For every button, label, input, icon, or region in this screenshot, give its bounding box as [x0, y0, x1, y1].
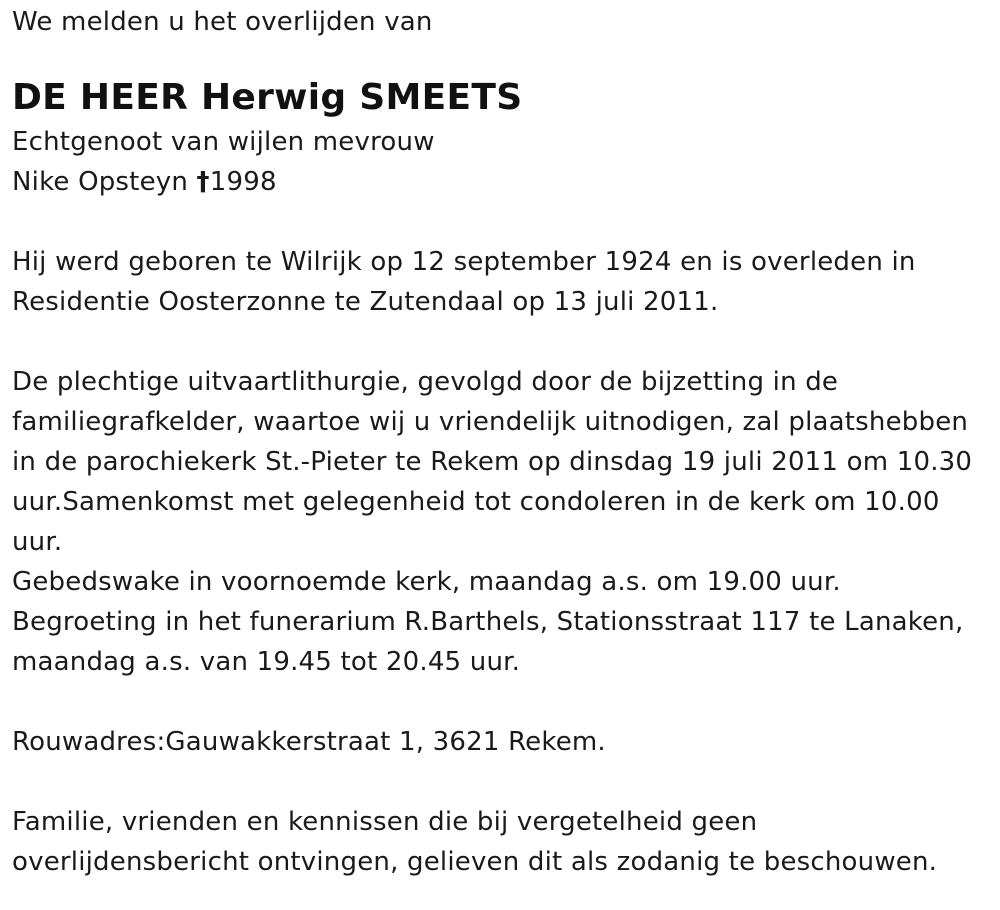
funeral-line: uur.Samenkomst met gelegenheid tot condoleren in de kerk om 10.00 [12, 487, 940, 517]
cross-icon: † [196, 167, 210, 197]
spacer [12, 762, 992, 802]
birth-death-line: Hij werd geboren te Wilrijk op 12 september 1924 en is overleden in [12, 247, 916, 277]
deceased-name: DE HEER Herwig SMEETS [12, 77, 523, 118]
funeral-line: in de parochiekerk St.-Pieter te Rekem op dinsdag 19 juli 2011 om 10.30 [12, 447, 973, 477]
obituary-notice [12, 2, 992, 882]
birth-death-line: Residentie Oosterzonne te Zutendaal op 13 juli 2011. [12, 287, 719, 317]
spacer [12, 202, 992, 242]
mourning-address: Rouwadres:Gauwakkerstraat 1, 3621 Rekem. [12, 727, 606, 757]
spouse-name-line [12, 162, 992, 202]
spouse-name: Nike Opsteyn [12, 167, 189, 197]
vigil-line: Gebedswake in voornoemde kerk, maandag a.s. om 19.00 uur. [12, 567, 841, 597]
intro-text: We melden u het overlijden van [12, 7, 433, 37]
closing-line: overlijdensbericht ontvingen, gelieven dit als zodanig te beschouwen. [12, 847, 938, 877]
visitation-line: maandag a.s. van 19.45 tot 20.45 uur. [12, 647, 521, 677]
spouse-death-year: 1998 [209, 167, 277, 197]
funeral-line: familiegrafkelder, waartoe wij u vriendelijk uitnodigen, zal plaatshebben [12, 407, 969, 437]
visitation-line: Begroeting in het funerarium R.Barthels, Stationsstraat 117 te Lanaken, [12, 607, 964, 637]
spacer [12, 682, 992, 722]
funeral-line: De plechtige uitvaartlithurgie, gevolgd door de bijzetting in de [12, 367, 839, 397]
spouse-line: Echtgenoot van wijlen mevrouw [12, 127, 435, 157]
funeral-line: uur. [12, 527, 63, 557]
closing-line: Familie, vrienden en kennissen die bij vergetelheid geen [12, 807, 758, 837]
spacer [12, 322, 992, 362]
